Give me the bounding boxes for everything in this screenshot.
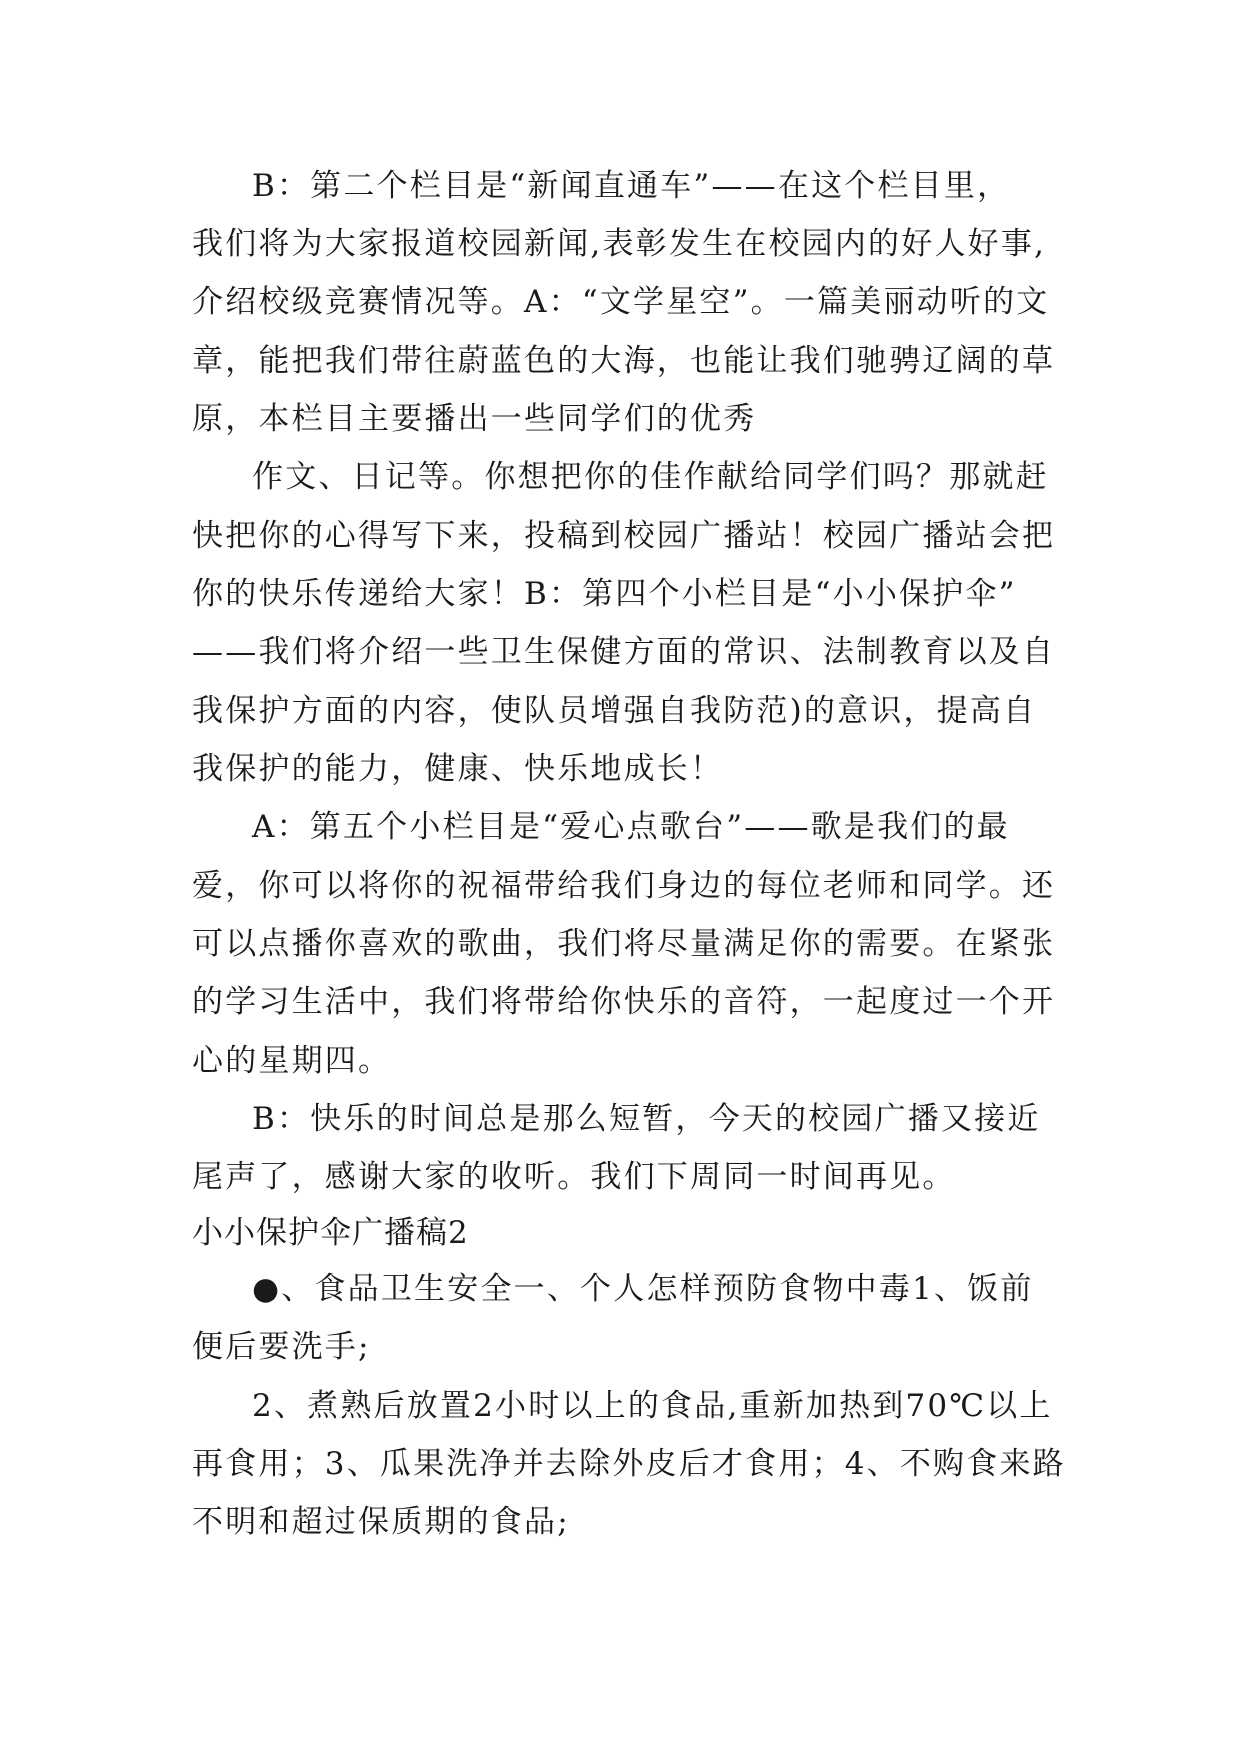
paragraph-line: 可以点播你喜欢的歌曲，我们将尽量满足你的需要。在紧张 [192,926,1056,962]
paragraph-line: 我保护的能力，健康、快乐地成长！ [192,751,724,787]
paragraph-line: B：第二个栏目是“新闻直通车”——在这个栏目里， [252,168,1011,204]
paragraph-line: 章，能把我们带往蔚蓝色的大海，也能让我们驰骋辽阔的草 [192,343,1056,379]
section-heading: 小小保护伞广播稿2 [192,1215,469,1251]
paragraph-line: 我保护方面的内容，使队员增强自我防范)的意识，提高自 [192,693,1037,729]
paragraph-line: 我们将为大家报道校园新闻,表彰发生在校园内的好人好事, [192,226,1047,262]
paragraph-line: 你的快乐传递给大家！B：第四个小栏目是“小小保护伞” [192,576,1017,612]
paragraph-line: ●、食品卫生安全一、个人怎样预防食物中毒1、饭前 [252,1271,1034,1307]
paragraph-line: ——我们将介绍一些卫生保健方面的常识、法制教育以及自 [192,634,1056,670]
paragraph-line: 再食用；3、瓜果洗净并去除外皮后才食用；4、不购食来路 [192,1446,1066,1482]
paragraph-line: 原，本栏目主要播出一些同学们的优秀 [192,401,757,437]
paragraph-line: 的学习生活中，我们将带给你快乐的音符，一起度过一个开 [192,984,1056,1020]
paragraph-line: B：快乐的时间总是那么短暂，今天的校园广播又接近 [252,1101,1041,1137]
paragraph-line: 作文、日记等。你想把你的佳作献给同学们吗？那就赶 [252,459,1049,495]
paragraph-line: 不明和超过保质期的食品; [192,1504,570,1540]
paragraph-line: 心的星期四。 [192,1043,392,1079]
paragraph-line: 爱，你可以将你的祝福带给我们身边的每位老师和同学。还 [192,868,1056,904]
paragraph-line: 2、煮熟后放置2小时以上的食品,重新加热到70℃以上 [252,1388,1053,1424]
paragraph-line: 快把你的心得写下来，投稿到校园广播站！校园广播站会把 [192,518,1056,554]
paragraph-line: 介绍校级竞赛情况等。A：“文学星空”。一篇美丽动听的文 [192,284,1050,320]
paragraph-line: 便后要洗手; [192,1329,371,1365]
paragraph-line: 尾声了，感谢大家的收听。我们下周同一时间再见。 [192,1159,956,1195]
paragraph-line: A：第五个小栏目是“爱心点歌台”——歌是我们的最 [252,809,1010,845]
